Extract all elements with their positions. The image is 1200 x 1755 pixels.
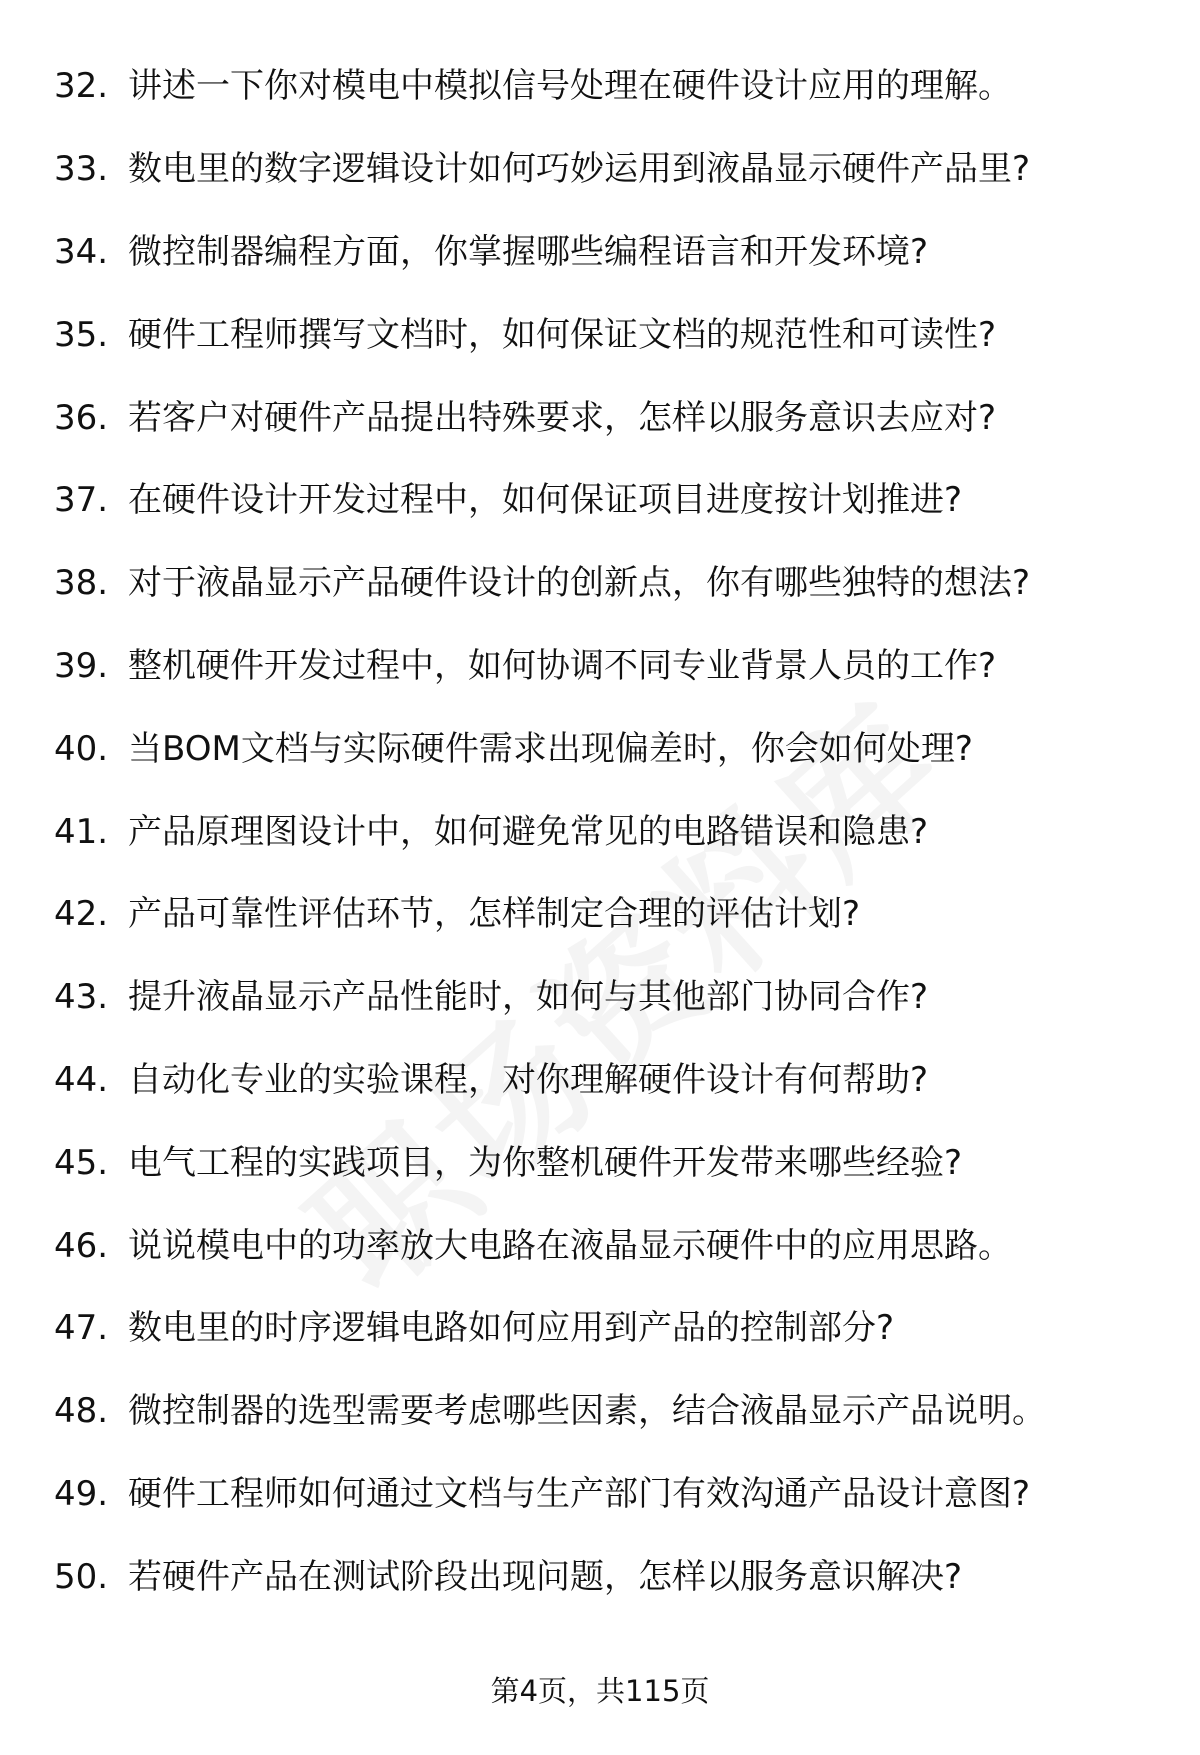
question-number: 44. (54, 1059, 109, 1100)
question-number: 42. (54, 894, 109, 935)
question-text: 对于液晶显示产品硬件设计的创新点，你有哪些独特的想法? (128, 563, 1031, 604)
question-number: 47. (54, 1308, 109, 1349)
question-item (0, 211, 1200, 294)
question-text: 若硬件产品在测试阶段出现问题，怎样以服务意识解决? (128, 1556, 963, 1597)
question-number: 45. (54, 1142, 109, 1183)
question-number: 46. (54, 1225, 109, 1266)
question-number: 37. (54, 480, 109, 521)
question-item (0, 128, 1200, 211)
question-number: 39. (54, 645, 109, 686)
question-item (0, 790, 1200, 873)
question-item (0, 542, 1200, 625)
question-number: 41. (54, 811, 109, 852)
question-text: 硬件工程师如何通过文档与生产部门有效沟通产品设计意图? (128, 1473, 1031, 1514)
question-number: 43. (54, 977, 109, 1018)
question-text: 数电里的数字逻辑设计如何巧妙运用到液晶显示硬件产品里? (128, 149, 1031, 190)
question-item (0, 1121, 1200, 1204)
question-item (0, 1453, 1200, 1536)
question-item (0, 873, 1200, 956)
question-item (0, 1535, 1200, 1618)
question-item (0, 1039, 1200, 1122)
question-text: 说说模电中的功率放大电路在液晶显示硬件中的应用思路。 (128, 1225, 1012, 1266)
question-text: 当BOM文档与实际硬件需求出现偏差时，你会如何处理? (128, 728, 973, 769)
question-number: 40. (54, 728, 109, 769)
question-list (0, 45, 1200, 1618)
question-number: 50. (54, 1556, 109, 1597)
question-text: 产品原理图设计中，如何避免常见的电路错误和隐患? (128, 811, 929, 852)
question-text: 数电里的时序逻辑电路如何应用到产品的控制部分? (128, 1308, 895, 1349)
question-number: 49. (54, 1473, 109, 1514)
question-number: 48. (54, 1391, 109, 1432)
question-item (0, 1204, 1200, 1287)
question-item (0, 459, 1200, 542)
question-text: 电气工程的实践项目，为你整机硬件开发带来哪些经验? (128, 1142, 963, 1183)
question-text: 提升液晶显示产品性能时，如何与其他部门协同合作? (128, 977, 929, 1018)
question-number: 33. (54, 149, 109, 190)
question-number: 32. (54, 66, 109, 107)
question-item (0, 956, 1200, 1039)
question-number: 34. (54, 231, 109, 272)
question-text: 微控制器编程方面，你掌握哪些编程语言和开发环境? (128, 231, 929, 272)
question-item (0, 376, 1200, 459)
question-text: 自动化专业的实验课程，对你理解硬件设计有何帮助? (128, 1059, 929, 1100)
question-text: 微控制器的选型需要考虑哪些因素，结合液晶显示产品说明。 (128, 1391, 1046, 1432)
question-item (0, 1287, 1200, 1370)
question-text: 在硬件设计开发过程中，如何保证项目进度按计划推进? (128, 480, 963, 521)
question-item (0, 293, 1200, 376)
question-text: 硬件工程师撰写文档时，如何保证文档的规范性和可读性? (128, 314, 997, 355)
question-number: 35. (54, 314, 109, 355)
question-number: 38. (54, 563, 109, 604)
question-text: 产品可靠性评估环节，怎样制定合理的评估计划? (128, 894, 861, 935)
question-text: 整机硬件开发过程中，如何协调不同专业背景人员的工作? (128, 645, 997, 686)
question-item (0, 1370, 1200, 1453)
question-item (0, 707, 1200, 790)
page-number-footer: 第4页，共115页 (490, 1674, 710, 1708)
question-text: 讲述一下你对模电中模拟信号处理在硬件设计应用的理解。 (128, 66, 1012, 107)
question-number: 36. (54, 397, 109, 438)
question-item (0, 45, 1200, 128)
question-text: 若客户对硬件产品提出特殊要求，怎样以服务意识去应对? (128, 397, 997, 438)
question-item (0, 625, 1200, 708)
